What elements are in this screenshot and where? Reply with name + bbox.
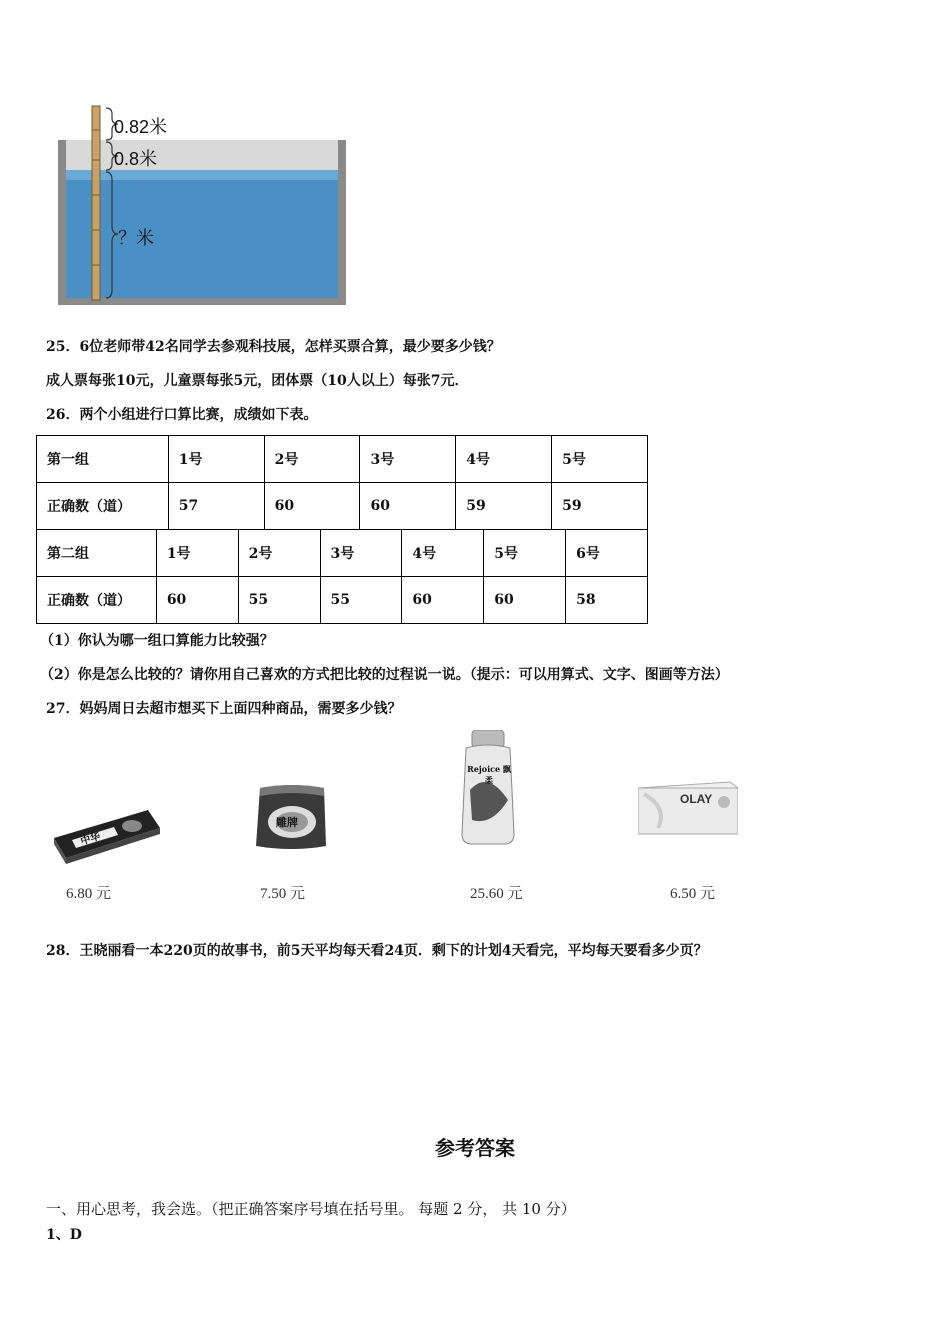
table-cell: 60 bbox=[484, 577, 566, 624]
table-cell: 第一组 bbox=[37, 436, 169, 483]
table-cell: 59 bbox=[456, 483, 552, 530]
price-detergent: 7.50 元 bbox=[260, 886, 306, 902]
table-cell: 60 bbox=[402, 577, 484, 624]
shampoo-image bbox=[458, 730, 518, 846]
shampoo-brand: Rejoice 飘柔 bbox=[467, 764, 511, 785]
q26-sub1: （1）你认为哪一组口算能力比较强？ bbox=[40, 633, 274, 649]
table-cell: 59 bbox=[552, 483, 648, 530]
table-cell: 55 bbox=[238, 577, 320, 624]
price-shampoo: 25.60 元 bbox=[470, 886, 523, 902]
q25-line2: 成人票每张10元，儿童票每张5元，团体票（10人以上）每张7元． bbox=[46, 373, 469, 389]
table-row bbox=[37, 577, 648, 624]
price-toothpaste: 6.80 元 bbox=[66, 886, 112, 902]
table-cell: 5号 bbox=[484, 530, 566, 577]
table-cell: 58 bbox=[566, 577, 648, 624]
q28-text: 28．王晓丽看一本220页的故事书，前5天平均每天看24页．剩下的计划4天看完，平均每天要看多少页？ bbox=[46, 943, 708, 959]
table-cell: 55 bbox=[320, 577, 402, 624]
product-shampoo bbox=[458, 730, 518, 846]
answers-title: 参考答案 bbox=[435, 1136, 515, 1160]
table-cell: 60 bbox=[156, 577, 238, 624]
soap-image bbox=[638, 780, 738, 836]
q27-text: 27．妈妈周日去超市想买下上面四种商品，需要多少钱？ bbox=[46, 701, 402, 717]
table-cell: 2号 bbox=[264, 436, 360, 483]
table-cell: 60 bbox=[360, 483, 456, 530]
table-cell: 57 bbox=[168, 483, 264, 530]
table-cell: 60 bbox=[264, 483, 360, 530]
label-above-water: 0.82米 bbox=[114, 117, 168, 137]
table-cell: 第二组 bbox=[37, 530, 157, 577]
detergent-brand: 雕牌 bbox=[276, 816, 298, 829]
table-cell: 2号 bbox=[238, 530, 320, 577]
q26-sub2: （2）你是怎么比较的？请你用自己喜欢的方式把比较的过程说一说。（提示：可以用算式、文字、图画等方法） bbox=[40, 667, 729, 683]
table-cell: 4号 bbox=[402, 530, 484, 577]
product-detergent bbox=[252, 782, 332, 854]
table-cell: 1号 bbox=[156, 530, 238, 577]
q26-intro: 26．两个小组进行口算比赛，成绩如下表。 bbox=[46, 407, 318, 423]
table-row bbox=[37, 483, 648, 530]
toothpaste-brand: 中华 bbox=[79, 831, 102, 848]
table-row bbox=[37, 530, 648, 577]
table-cell: 正确数（道） bbox=[37, 483, 169, 530]
table-cell: 3号 bbox=[320, 530, 402, 577]
answers-section1: 一、用心思考，我会选。（把正确答案序号填在括号里。 每题 2 分， 共 10 分） bbox=[46, 1200, 576, 1218]
price-soap: 6.50 元 bbox=[670, 886, 716, 902]
group2-table bbox=[36, 529, 648, 624]
table-cell: 6号 bbox=[566, 530, 648, 577]
label-water-depth: ？米 bbox=[118, 228, 154, 248]
group1-table bbox=[36, 435, 648, 530]
toothpaste-image bbox=[52, 798, 162, 868]
pole-water-diagram bbox=[50, 100, 350, 310]
table-cell: 5号 bbox=[552, 436, 648, 483]
label-mud-layer: 0.8米 bbox=[114, 149, 158, 169]
table-row bbox=[37, 436, 648, 483]
table-cell: 1号 bbox=[168, 436, 264, 483]
table-cell: 3号 bbox=[360, 436, 456, 483]
soap-brand: OLAY bbox=[680, 792, 713, 806]
table-cell: 4号 bbox=[456, 436, 552, 483]
product-toothpaste bbox=[52, 798, 162, 868]
q25-line1: 25．6位老师带42名同学去参观科技展，怎样买票合算，最少要多少钱？ bbox=[46, 339, 501, 355]
product-soap bbox=[638, 780, 738, 836]
pole-water-illustration bbox=[50, 100, 350, 310]
answer-1: 1、D bbox=[46, 1227, 82, 1243]
table-cell: 正确数（道） bbox=[37, 577, 157, 624]
